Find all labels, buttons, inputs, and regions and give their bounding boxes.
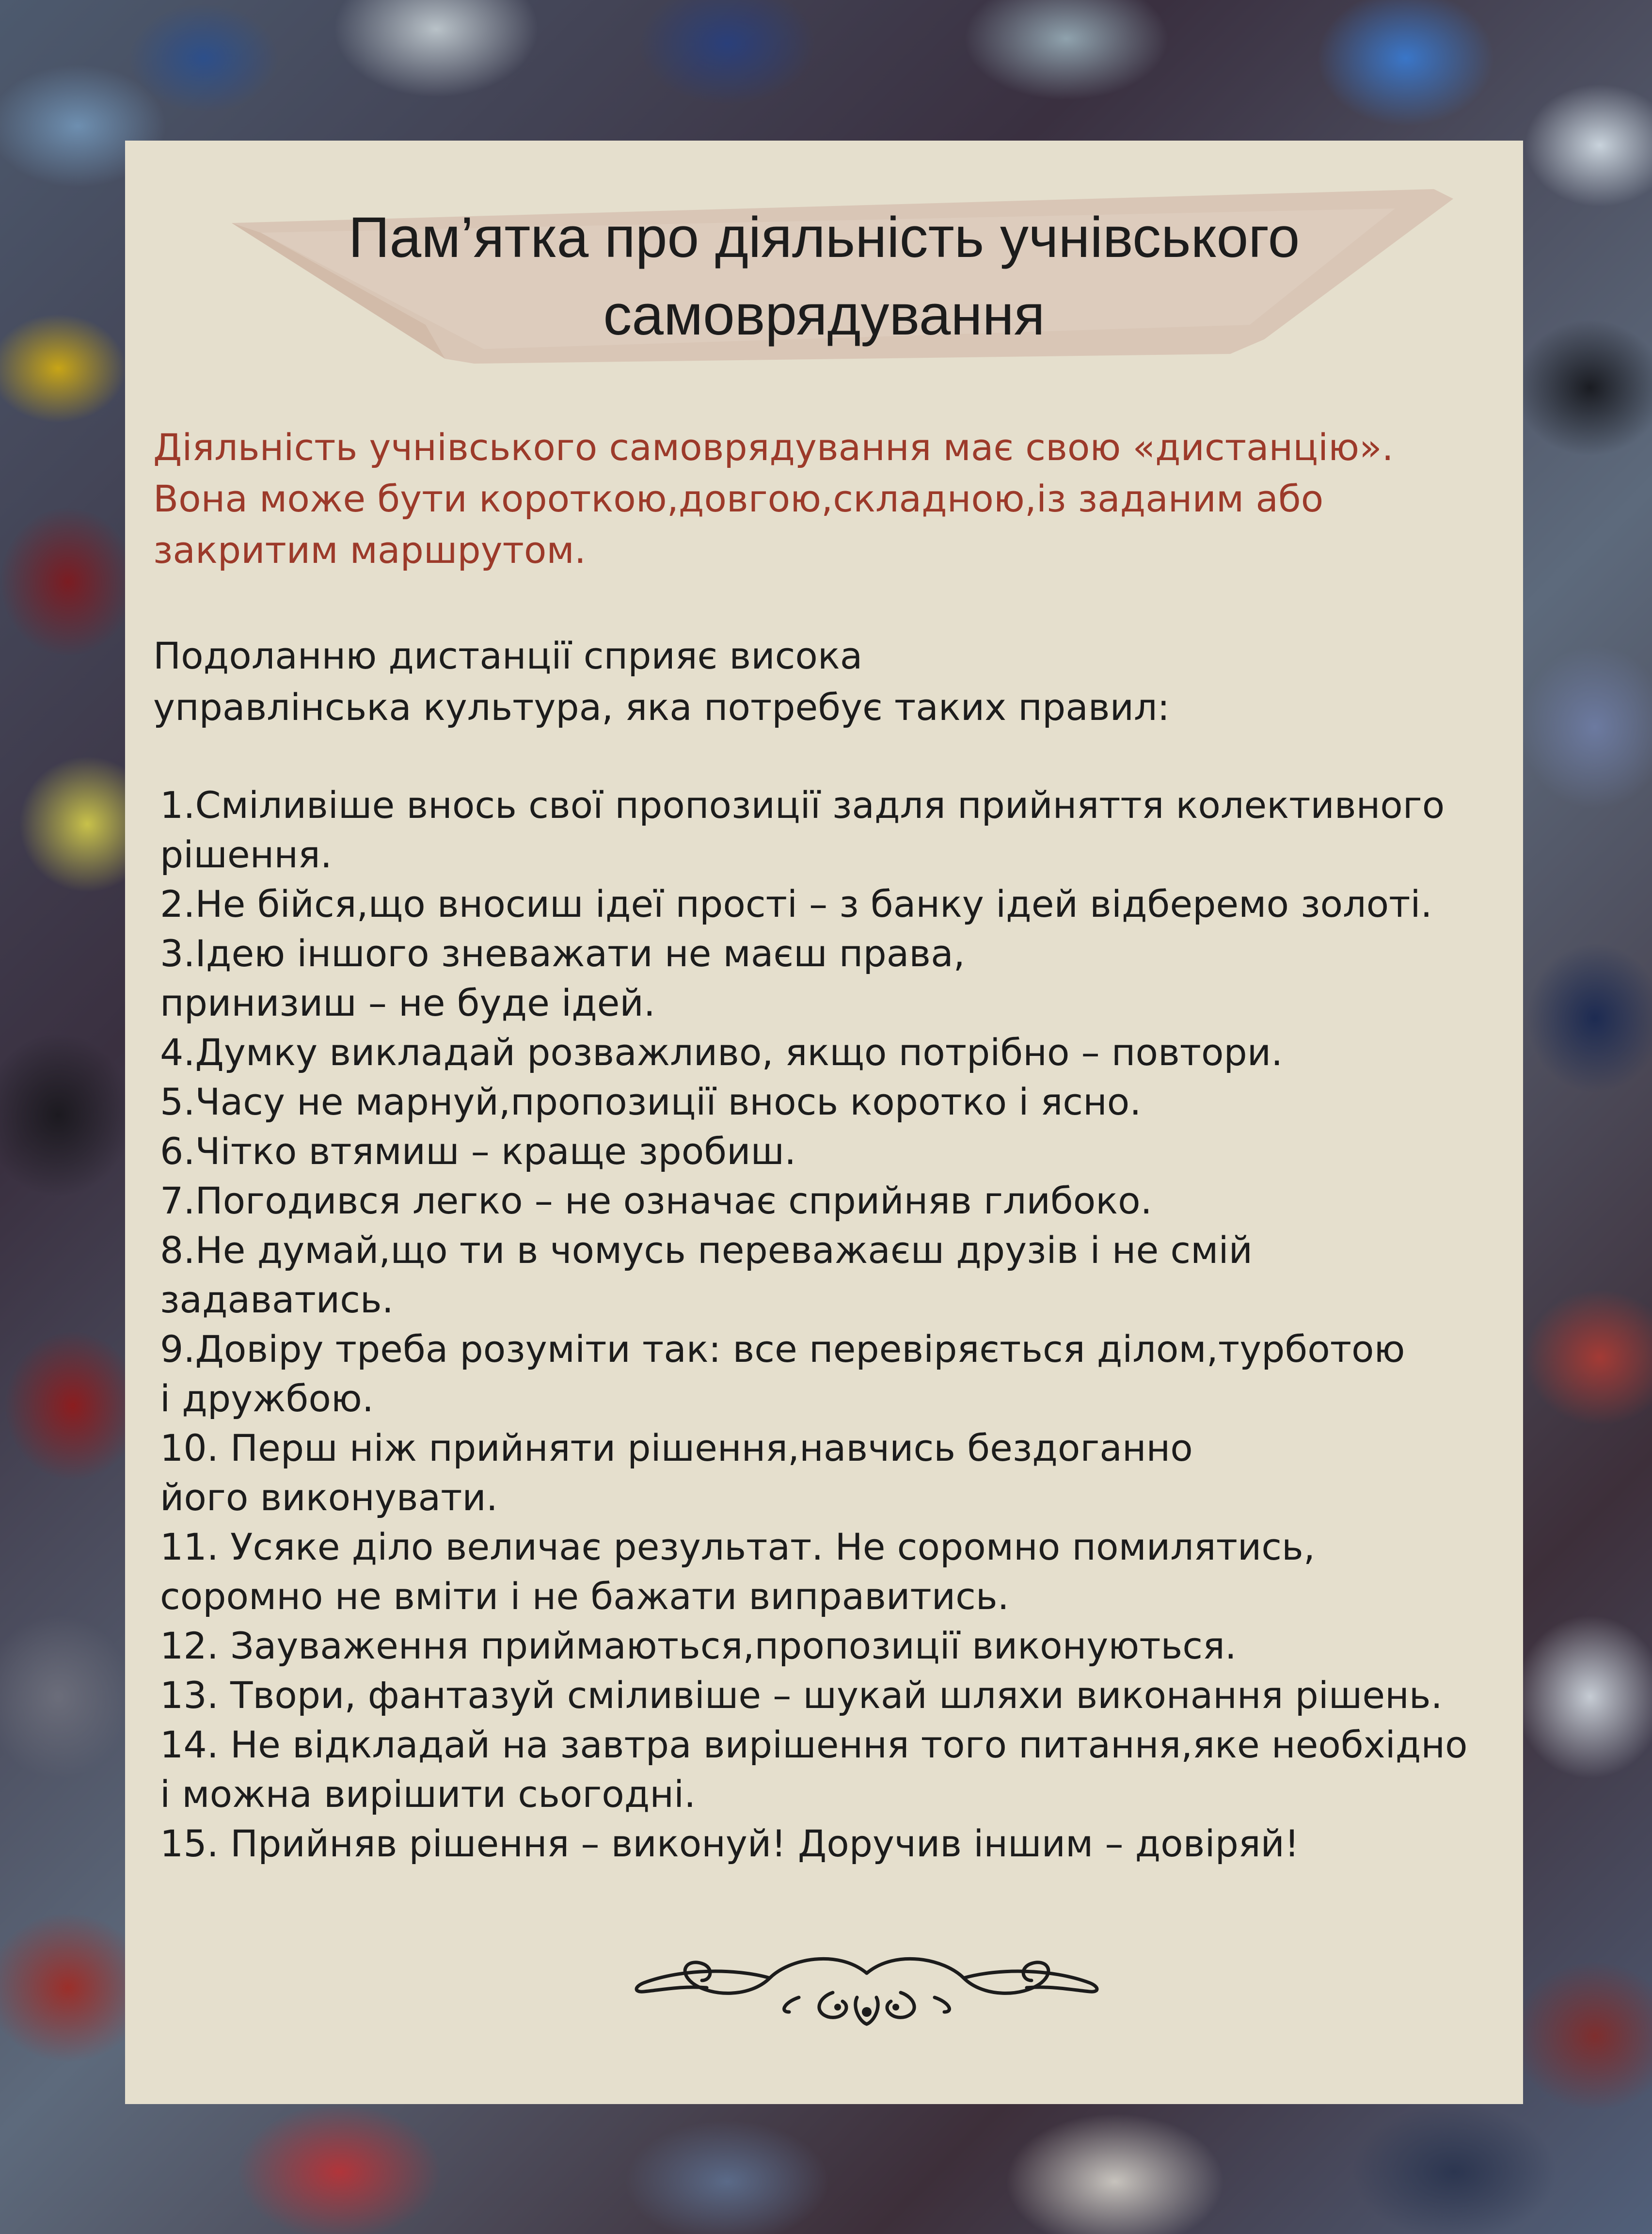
lead-paragraph	[153, 630, 1510, 733]
rule-line: 5.Часу не марнуй,пропозиції внось коротко і ясно.	[160, 1080, 1142, 1123]
title-line-2: самоврядування	[603, 283, 1045, 347]
rule-line: 3.Ідею іншого зневажати не маєш права,	[160, 932, 965, 975]
lead-line-1: Подоланню дистанції сприяє висока	[153, 634, 863, 677]
rule-item	[160, 1324, 1517, 1423]
rule-item	[160, 1720, 1517, 1819]
rule-line: 8.Не думай,що ти в чомусь переважаєш друзів і не смій	[160, 1229, 1253, 1272]
title-line-1: Пам’ятка про діяльність учнівського	[348, 206, 1300, 270]
rule-item	[160, 1819, 1517, 1868]
rule-item	[160, 1423, 1517, 1522]
rule-line: 12. Зауваження приймаються,пропозиції виконуються.	[160, 1624, 1237, 1667]
rule-line: 1.Сміливіше внось свої пропозиції задля прийняття колективного	[160, 783, 1445, 827]
rule-line: 2.Не бійся,що вносиш ідеї прості – з банку ідей відберемо золоті.	[160, 882, 1432, 926]
memo-panel	[125, 141, 1523, 2104]
rule-line: 15. Прийняв рішення – виконуй! Доручив іншим – довіряй!	[160, 1822, 1300, 1865]
intro-line-1: Діяльність учнівського самоврядування має свою «дистанцію».	[153, 426, 1394, 469]
intro-paragraph	[153, 422, 1510, 576]
rule-line: його виконувати.	[160, 1476, 498, 1519]
intro-line-2: Вона може бути короткою,довгою,складною,із заданим або	[153, 477, 1324, 520]
flourish-divider-icon	[624, 1939, 1109, 2036]
rule-line: соромно не вміти і не бажати виправитись.	[160, 1575, 1009, 1618]
intro-line-3: закритим маршрутом.	[153, 528, 586, 572]
rule-item	[160, 1671, 1517, 1720]
rules-list	[160, 781, 1517, 1868]
rule-item	[160, 1077, 1517, 1127]
rule-item	[160, 781, 1517, 879]
rule-item	[160, 1127, 1517, 1176]
rule-item	[160, 879, 1517, 929]
rule-line: і можна вирішити сьогодні.	[160, 1772, 696, 1816]
rule-line: і дружбою.	[160, 1377, 374, 1420]
rule-line: задаватись.	[160, 1278, 394, 1321]
rule-line: рішення.	[160, 833, 332, 876]
rule-item	[160, 929, 1517, 1028]
rule-line: 13. Твори, фантазуй сміливіше – шукай шляхи виконання рішень.	[160, 1674, 1443, 1717]
rule-item	[160, 1028, 1517, 1077]
rule-line: 6.Чітко втямиш – краще зробиш.	[160, 1130, 796, 1173]
rule-item	[160, 1176, 1517, 1226]
rule-line: 14. Не відкладай на завтра вирішення того питання,яке необхідно	[160, 1723, 1468, 1766]
rule-line: 9.Довіру треба розуміти так: все перевіряється ділом,турботою	[160, 1327, 1405, 1371]
rule-item	[160, 1522, 1517, 1621]
rule-line: 7.Погодився легко – не означає сприйняв глибоко.	[160, 1179, 1152, 1222]
lead-line-2: управлінська культура, яка потребує таких правил:	[153, 686, 1170, 729]
page-title	[125, 199, 1523, 354]
rule-line: 11. Усяке діло величає результат. Не соромно помилятись,	[160, 1525, 1315, 1568]
rule-item	[160, 1226, 1517, 1324]
rule-line: 10. Перш ніж прийняти рішення,навчись бездоганно	[160, 1426, 1193, 1469]
rule-line: 4.Думку викладай розважливо, якщо потрібно – повтори.	[160, 1031, 1283, 1074]
rule-item	[160, 1621, 1517, 1671]
rule-line: принизиш – не буде ідей.	[160, 981, 655, 1024]
